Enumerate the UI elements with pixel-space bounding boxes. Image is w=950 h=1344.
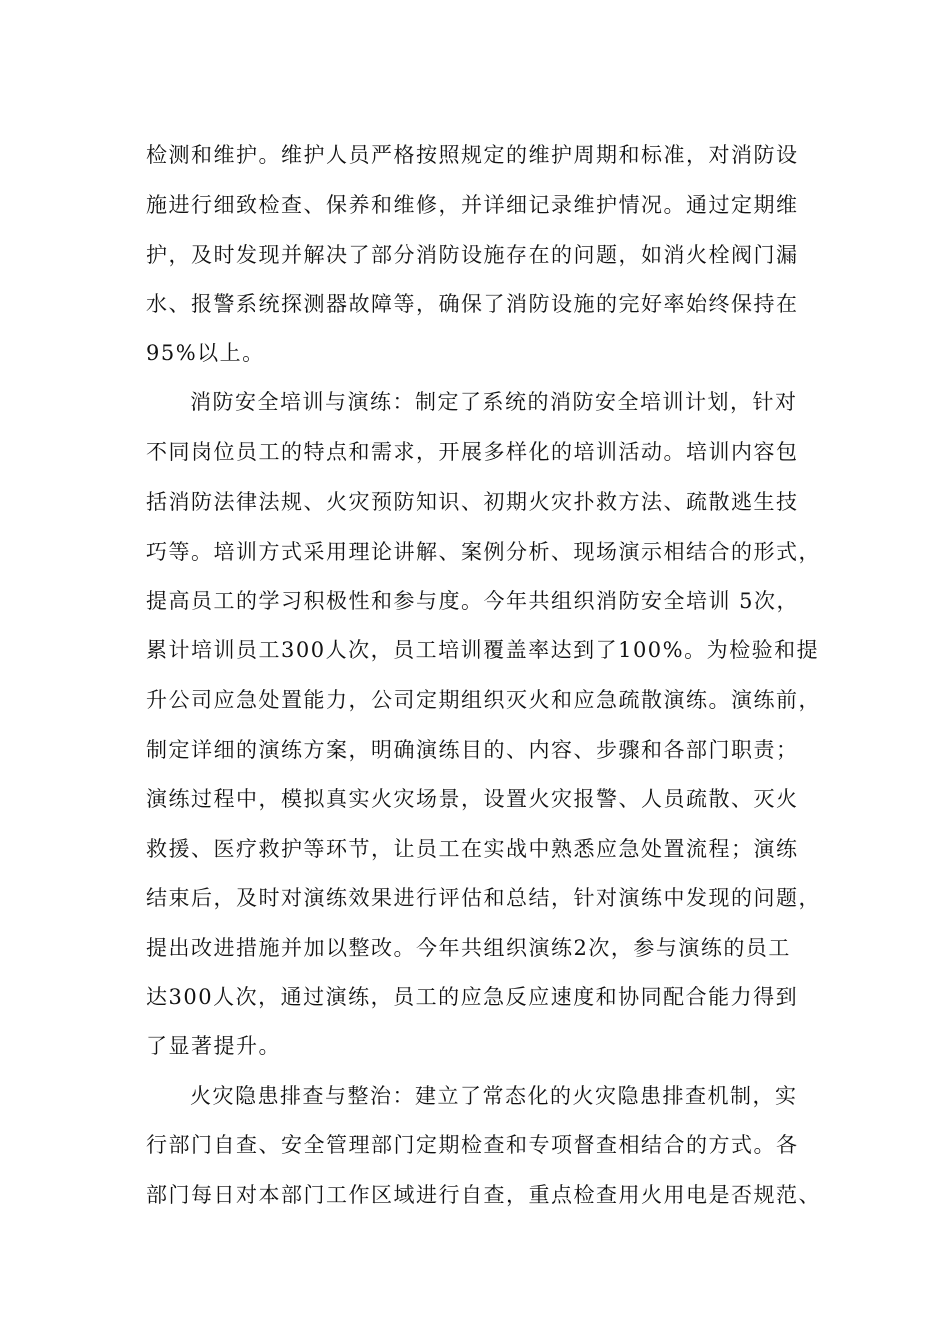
paragraph-start-line: 消防安全培训与演练：制定了系统的消防安全培训计划，针对: [190, 390, 798, 414]
text-line: 施进行细致检查、保养和维修，并详细记录维护情况。通过定期维: [146, 193, 799, 217]
text-line: 行部门自查、安全管理部门定期检查和专项督查相结合的方式。各: [146, 1133, 799, 1157]
text-line: 括消防法律法规、火灾预防知识、初期火灾扑救方法、疏散逃生技: [146, 490, 799, 514]
text-line: 升公司应急处置能力，公司定期组织灭火和应急疏散演练。演练前，: [146, 688, 821, 712]
text-line: 水、报警系统探测器故障等，确保了消防设施的完好率始终保持在: [146, 292, 799, 316]
paragraph-start-line: 火灾隐患排查与整治：建立了常态化的火灾隐患排查机制，实: [190, 1084, 798, 1108]
text-line: 提高员工的学习积极性和参与度。今年共组织消防安全培训 5次，: [146, 589, 800, 613]
text-line: 演练过程中，模拟真实火灾场景，设置火灾报警、人员疏散、灭火: [146, 787, 799, 811]
text-line: 了显著提升。: [146, 1034, 281, 1058]
text-line: 95%以上。: [146, 341, 265, 365]
text-line: 检测和维护。维护人员严格按照规定的维护周期和标准，对消防设: [146, 143, 799, 167]
text-line: 提出改进措施并加以整改。今年共组织演练2次，参与演练的员工: [146, 936, 791, 960]
text-line: 部门每日对本部门工作区域进行自查，重点检查用火用电是否规范、: [146, 1183, 821, 1207]
text-line: 救援、医疗救护等环节，让员工在实战中熟悉应急处置流程；演练: [146, 837, 799, 861]
text-line: 不同岗位员工的特点和需求，开展多样化的培训活动。培训内容包: [146, 440, 799, 464]
text-line: 结束后，及时对演练效果进行评估和总结，针对演练中发现的问题，: [146, 886, 821, 910]
text-line: 达300人次，通过演练，员工的应急反应速度和协同配合能力得到: [146, 985, 799, 1009]
text-line: 累计培训员工300人次，员工培训覆盖率达到了100%。为检验和提: [146, 638, 820, 662]
text-line: 护，及时发现并解决了部分消防设施存在的问题，如消火栓阀门漏: [146, 243, 799, 267]
text-line: 巧等。培训方式采用理论讲解、案例分析、现场演示相结合的形式，: [146, 540, 821, 564]
text-line: 制定详细的演练方案，明确演练目的、内容、步骤和各部门职责；: [146, 738, 799, 762]
